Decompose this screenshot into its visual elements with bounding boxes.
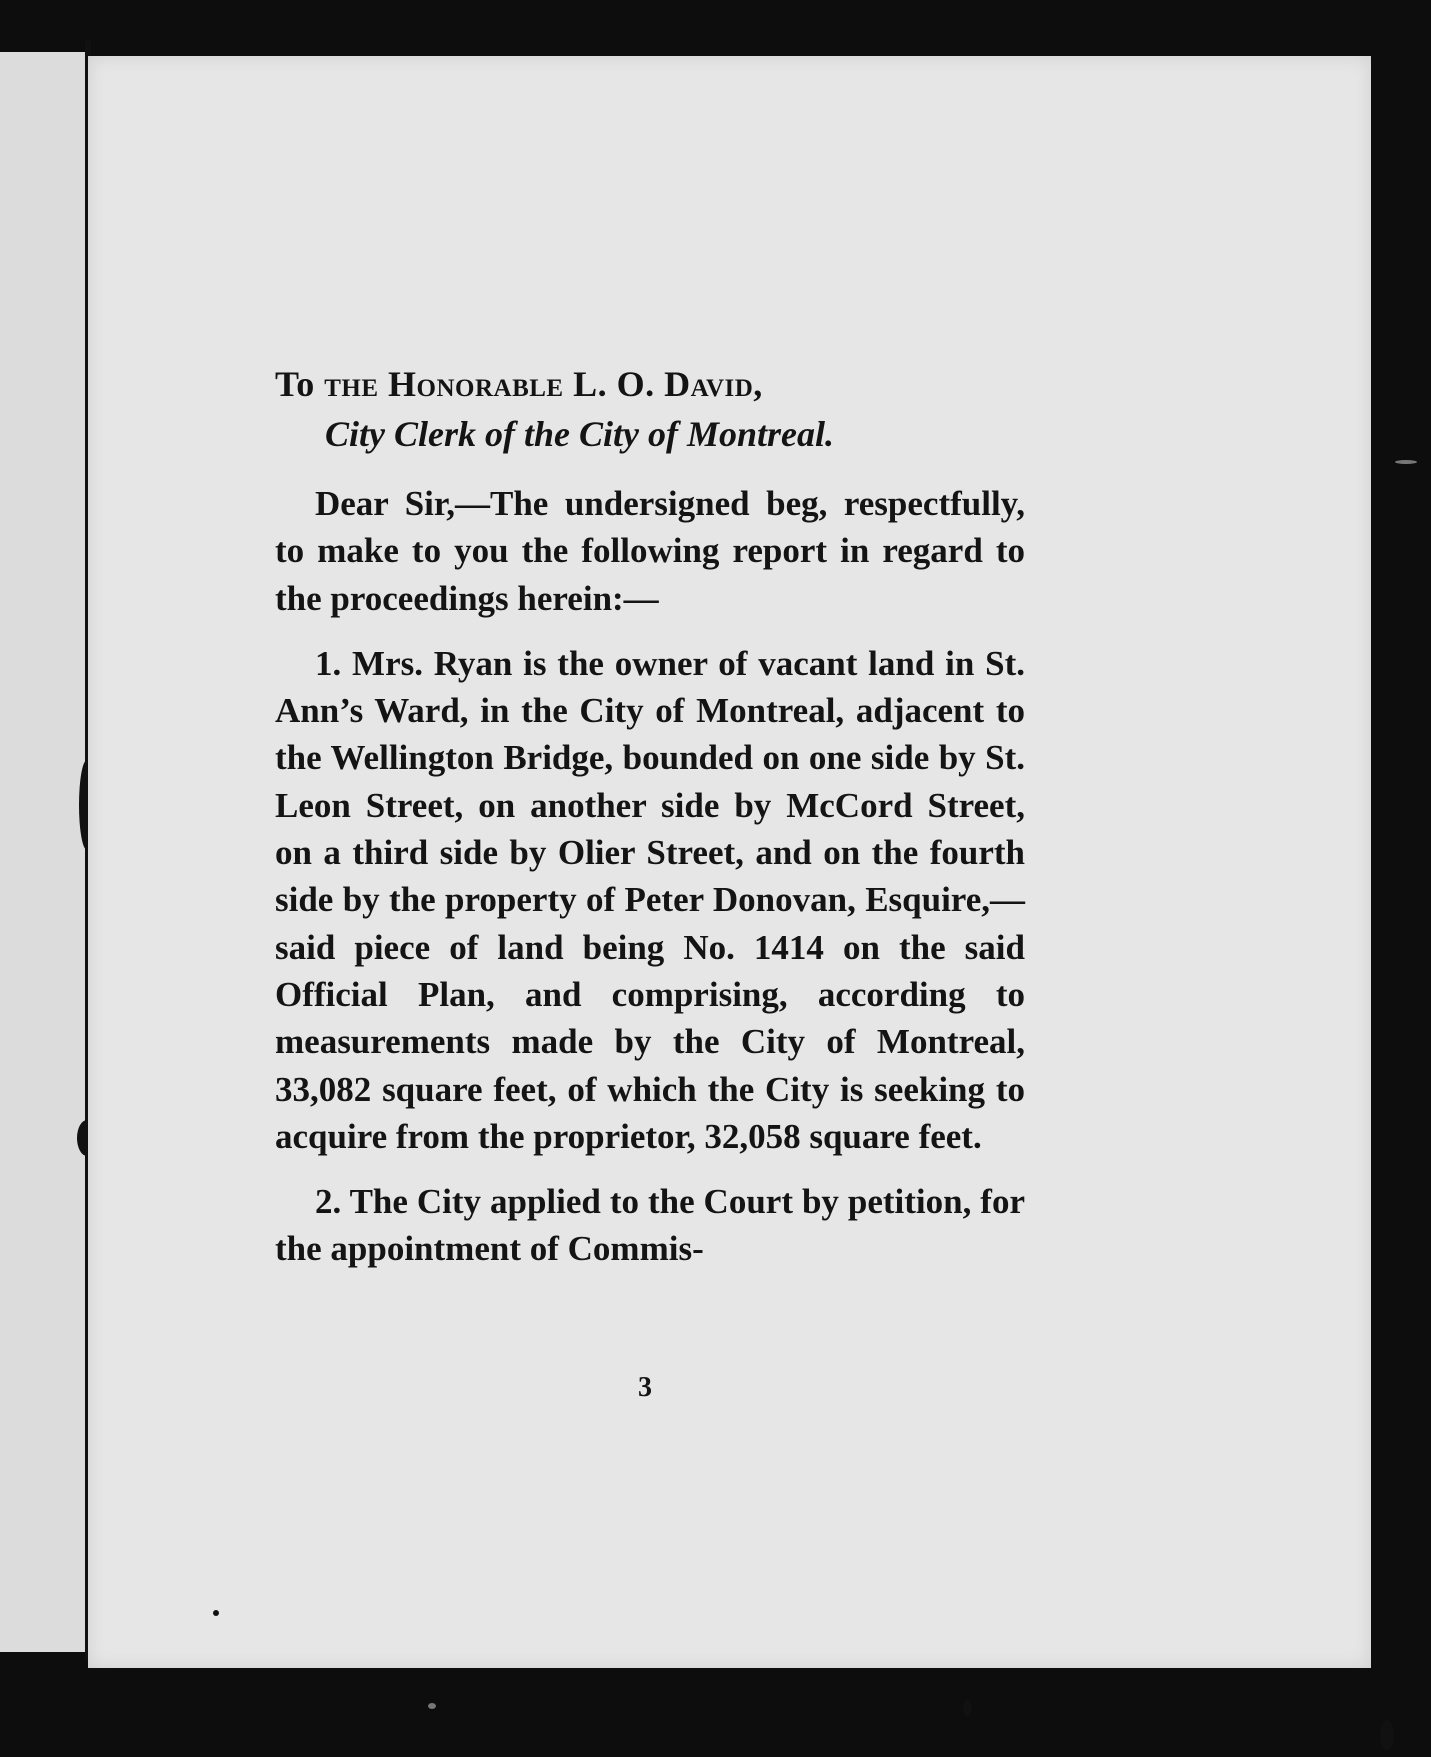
salutation-the: the: [324, 364, 379, 404]
paragraph-intro: Dear Sir,—The undersigned beg, respectfully, to make to you the following report in regard to the proceedings herein:—: [275, 484, 1025, 618]
salutation-honorable: Honorable: [388, 364, 564, 404]
scan-speck: [1380, 1720, 1394, 1750]
adjacent-page-edge: [0, 52, 86, 1652]
salutation-to: To: [275, 364, 315, 404]
scan-speck: [428, 1703, 436, 1709]
paragraph-2: 2. The City applied to the Court by petition, for the appointment of Commis-: [275, 1182, 1025, 1269]
letter-body: [275, 360, 1025, 1273]
scan-speck: [213, 1610, 219, 1616]
paragraph-1: 1. Mrs. Ryan is the owner of vacant land in St. Ann’s Ward, in the City of Montreal, adjacent to the Wellington Bridge, bounded on one side by St. Leon Street, on another side by McCord Street, on a third side by Olier Street, and on the fourth side by the property of Peter Donovan, Esquire,—said piece of land being No. 1414 on the said Official Plan, and comprising, according to measurements made by the City of Montreal, 33,082 square feet, of which the City is seeking to acquire from the proprietor, 32,058 square feet.: [275, 643, 1025, 1156]
page-number: 3: [638, 1372, 652, 1403]
scan-speck: [1395, 460, 1417, 464]
addressee-title: City Clerk of the City of Montreal.: [325, 414, 834, 454]
salutation-name: L. O. David,: [573, 364, 763, 404]
scan-speck: [963, 1700, 972, 1716]
salutation-line: [275, 360, 1025, 408]
